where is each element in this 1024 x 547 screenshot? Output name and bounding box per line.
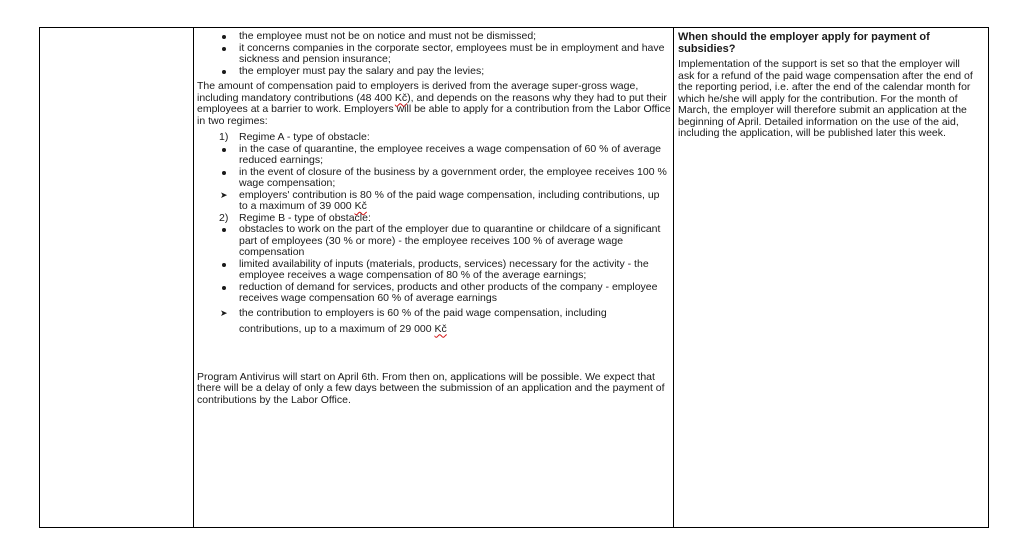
currency-text: Kč [434,322,447,335]
middle-column [197,31,671,406]
regime-b-heading: 2) Regime B - type of obstacle: [219,211,371,224]
compensation-paragraph: The amount of compensation paid to employers is derived from the average super-gross wage, including mandatory contributions (48 400 Kč), and depends on the reasons why they had to put their employees at a barrier to work. Employers will be able to apply for a contribution from the Labor Office in two regimes: [197,80,671,127]
list-item: in the case of quarantine, the employee receives a wage compensation of 60 % of average reduced earnings; [239,142,662,166]
column-divider [673,28,674,527]
column-divider [193,28,194,527]
list-item: in the event of closure of the business by a government order, the employee receives 100 % wage compensation; [239,165,667,189]
list-item: ➤ the contribution to employers is 60 % of the paid wage compensation, including contributions, up to a maximum of 29 000 Kč [220,306,607,335]
section-heading: When should the employer apply for payment of subsidies? [678,31,930,55]
list-item: obstacles to work on the part of the employer due to quarantine or childcare of a significant part of employees (30 % or more) - the employee receives 100 % of average wage compensation [239,223,661,258]
list-item: it concerns companies in the corporate sector, employees must be in employment and have sickness and pension insurance; [239,41,665,65]
arrow-bullet-icon: ➤ [220,189,228,200]
closing-paragraph: Program Antivirus will start on April 6th. From then on, applications will be possible. We expect that there will be a delay of only a few days between the submission of an application and the payment of contributions by the Labor Office. [197,370,665,406]
list-item: limited availability of inputs (materials, products, services) necessary for the activity - the employee receives a wage compensation of 80 % of the average earnings; [239,257,649,281]
list-item: the employee must not be on notice and must not be dismissed; [239,30,537,42]
list-item: reduction of demand for services, products and other products of the company - employee receives wage compensation 60 % of average earnings [239,280,658,304]
section-body: Implementation of the support is set so that the employer will ask for a refund of the paid wage compensation after the end of the reporting period, i.e. after the end of the calendar month for which he/she will apply for the contribution. For the month of March, the employer will therefore submit an application at the beginning of April. Detailed information on the use of the aid, including the application, will be published later this week. [678,58,973,139]
regime-a-heading: 1) Regime A - type of obstacle: [219,131,370,143]
list-item: ➤ employers' contribution is 80 % of the paid wage compensation, including contributions, up to a maximum of 39 000 Kč [220,188,660,212]
currency-text: Kč [354,200,367,212]
currency-text: Kč [394,91,408,104]
arrow-bullet-icon: ➤ [220,307,228,318]
list-item: the employer must pay the salary and pay the levies; [239,64,485,77]
right-column [678,31,978,140]
document-table [39,27,989,528]
